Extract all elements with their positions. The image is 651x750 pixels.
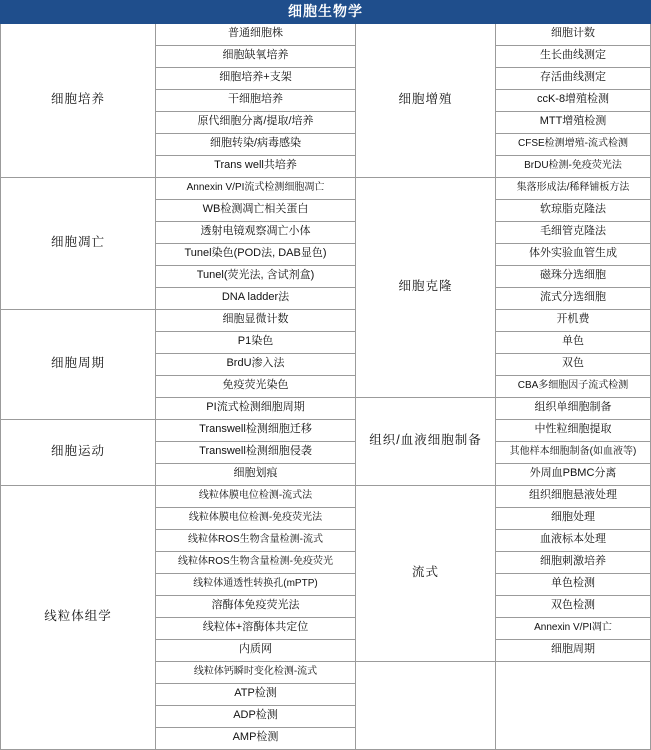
table-cell: WB检测凋亡相关蛋白 (156, 199, 356, 221)
table-cell: 普通细胞株 (156, 23, 356, 45)
empty-cell (356, 683, 496, 705)
table-title-row (1, 1, 651, 24)
table-cell: 双色检测 (496, 595, 651, 617)
table-cell: AMP检测 (156, 727, 356, 749)
table-cell: ATP检测 (156, 683, 356, 705)
table-cell: 线粒体钙瞬时变化检测-流式 (156, 661, 356, 683)
table-cell: P1染色 (156, 331, 356, 353)
table-row (1, 485, 651, 507)
table-cell: DNA ladder法 (156, 287, 356, 309)
table-cell: 中性粒细胞提取 (496, 419, 651, 441)
table-cell: 线粒体膜电位检测-免疫荧光法 (156, 507, 356, 529)
table-cell: 细胞处理 (496, 507, 651, 529)
table-cell: 磁珠分选细胞 (496, 265, 651, 287)
table-cell: 生长曲线测定 (496, 45, 651, 67)
table-cell: 细胞缺氧培养 (156, 45, 356, 67)
empty-cell (356, 705, 496, 727)
table-cell: 内质网 (156, 639, 356, 661)
group-header-cell-mitochondria: 线粒体组学 (1, 485, 156, 749)
table-cell: 单色 (496, 331, 651, 353)
table-cell: 细胞显微计数 (156, 309, 356, 331)
table-cell: CFSE检测增殖-流式检测 (496, 133, 651, 155)
table-row (1, 23, 651, 45)
table-cell: 双色 (496, 353, 651, 375)
empty-cell (356, 661, 496, 683)
table-cell: 细胞转染/病毒感染 (156, 133, 356, 155)
table-cell: 存活曲线测定 (496, 67, 651, 89)
table-cell: 线粒体ROS生物含量检测-流式 (156, 529, 356, 551)
group-header-cell-clone: 细胞克隆 (356, 177, 496, 397)
table-cell: 软琼脂克隆法 (496, 199, 651, 221)
table-cell: MTT增殖检测 (496, 111, 651, 133)
table-cell: Trans well共培养 (156, 155, 356, 177)
table-cell: 溶酶体免疫荧光法 (156, 595, 356, 617)
table-cell: 组织单细胞制备 (496, 397, 651, 419)
table-cell: 线粒体通透性转换孔(mPTP) (156, 573, 356, 595)
table-cell: Tunel(荧光法, 含试剂盒) (156, 265, 356, 287)
table-cell: PI流式检测细胞周期 (156, 397, 356, 419)
table-cell: 干细胞培养 (156, 89, 356, 111)
table-cell: BrdU渗入法 (156, 353, 356, 375)
table-cell: 原代细胞分离/提取/培养 (156, 111, 356, 133)
table-cell: 毛细管克隆法 (496, 221, 651, 243)
table-cell: ADP检测 (156, 705, 356, 727)
table-cell: 细胞刺激培养 (496, 551, 651, 573)
table-cell: 透射电镜观察凋亡小体 (156, 221, 356, 243)
table-cell: 集落形成法/稀释铺板方法 (496, 177, 651, 199)
table-cell: 线粒体ROS生物含量检测-免疫荧光 (156, 551, 356, 573)
table-cell: CBA多细胞因子流式检测 (496, 375, 651, 397)
table-cell: Transwell检测细胞迁移 (156, 419, 356, 441)
table-cell: 细胞划痕 (156, 463, 356, 485)
empty-cell (496, 683, 651, 705)
group-header-cell-tissue-blood-prep: 组织/血液细胞制备 (356, 397, 496, 485)
table-cell: 其他样本细胞制备(如血液等) (496, 441, 651, 463)
page-title: 细胞生物学 (1, 1, 651, 24)
table-cell: 免疫荧光染色 (156, 375, 356, 397)
table-cell: 体外实验血管生成 (496, 243, 651, 265)
empty-cell (496, 705, 651, 727)
group-header-cell-flow-cytometry: 流式 (356, 485, 496, 661)
table-row (1, 177, 651, 199)
table-row (1, 309, 651, 331)
table-cell: 细胞培养+支架 (156, 67, 356, 89)
empty-cell (356, 727, 496, 749)
table-cell: 组织细胞悬液处理 (496, 485, 651, 507)
table-cell: 流式分选细胞 (496, 287, 651, 309)
table-cell: 线粒体+溶酶体共定位 (156, 617, 356, 639)
group-header-cell-motility: 细胞运动 (1, 419, 156, 485)
empty-cell (496, 727, 651, 749)
group-header-cell-cell-culture: 细胞培养 (1, 23, 156, 177)
table-cell: 细胞周期 (496, 639, 651, 661)
table-cell: 线粒体膜电位检测-流式法 (156, 485, 356, 507)
group-header-cell-cycle: 细胞周期 (1, 309, 156, 419)
table-cell: 单色检测 (496, 573, 651, 595)
table-cell: 开机费 (496, 309, 651, 331)
table-cell: Transwell检测细胞侵袭 (156, 441, 356, 463)
group-header-cell-apoptosis: 细胞凋亡 (1, 177, 156, 309)
table-row (1, 419, 651, 441)
table-cell: ccK-8增殖检测 (496, 89, 651, 111)
table-cell: 血液标本处理 (496, 529, 651, 551)
table-cell: 细胞计数 (496, 23, 651, 45)
table-cell: 外周血PBMC分离 (496, 463, 651, 485)
table-cell: BrDU检测-免疫荧光法 (496, 155, 651, 177)
empty-cell (496, 661, 651, 683)
table-cell: Annexin V/PI流式检测细胞凋亡 (156, 177, 356, 199)
table-cell: Annexin V/PI凋亡 (496, 617, 651, 639)
table-cell: Tunel染色(POD法, DAB显色) (156, 243, 356, 265)
group-header-cell-proliferation: 细胞增殖 (356, 23, 496, 177)
